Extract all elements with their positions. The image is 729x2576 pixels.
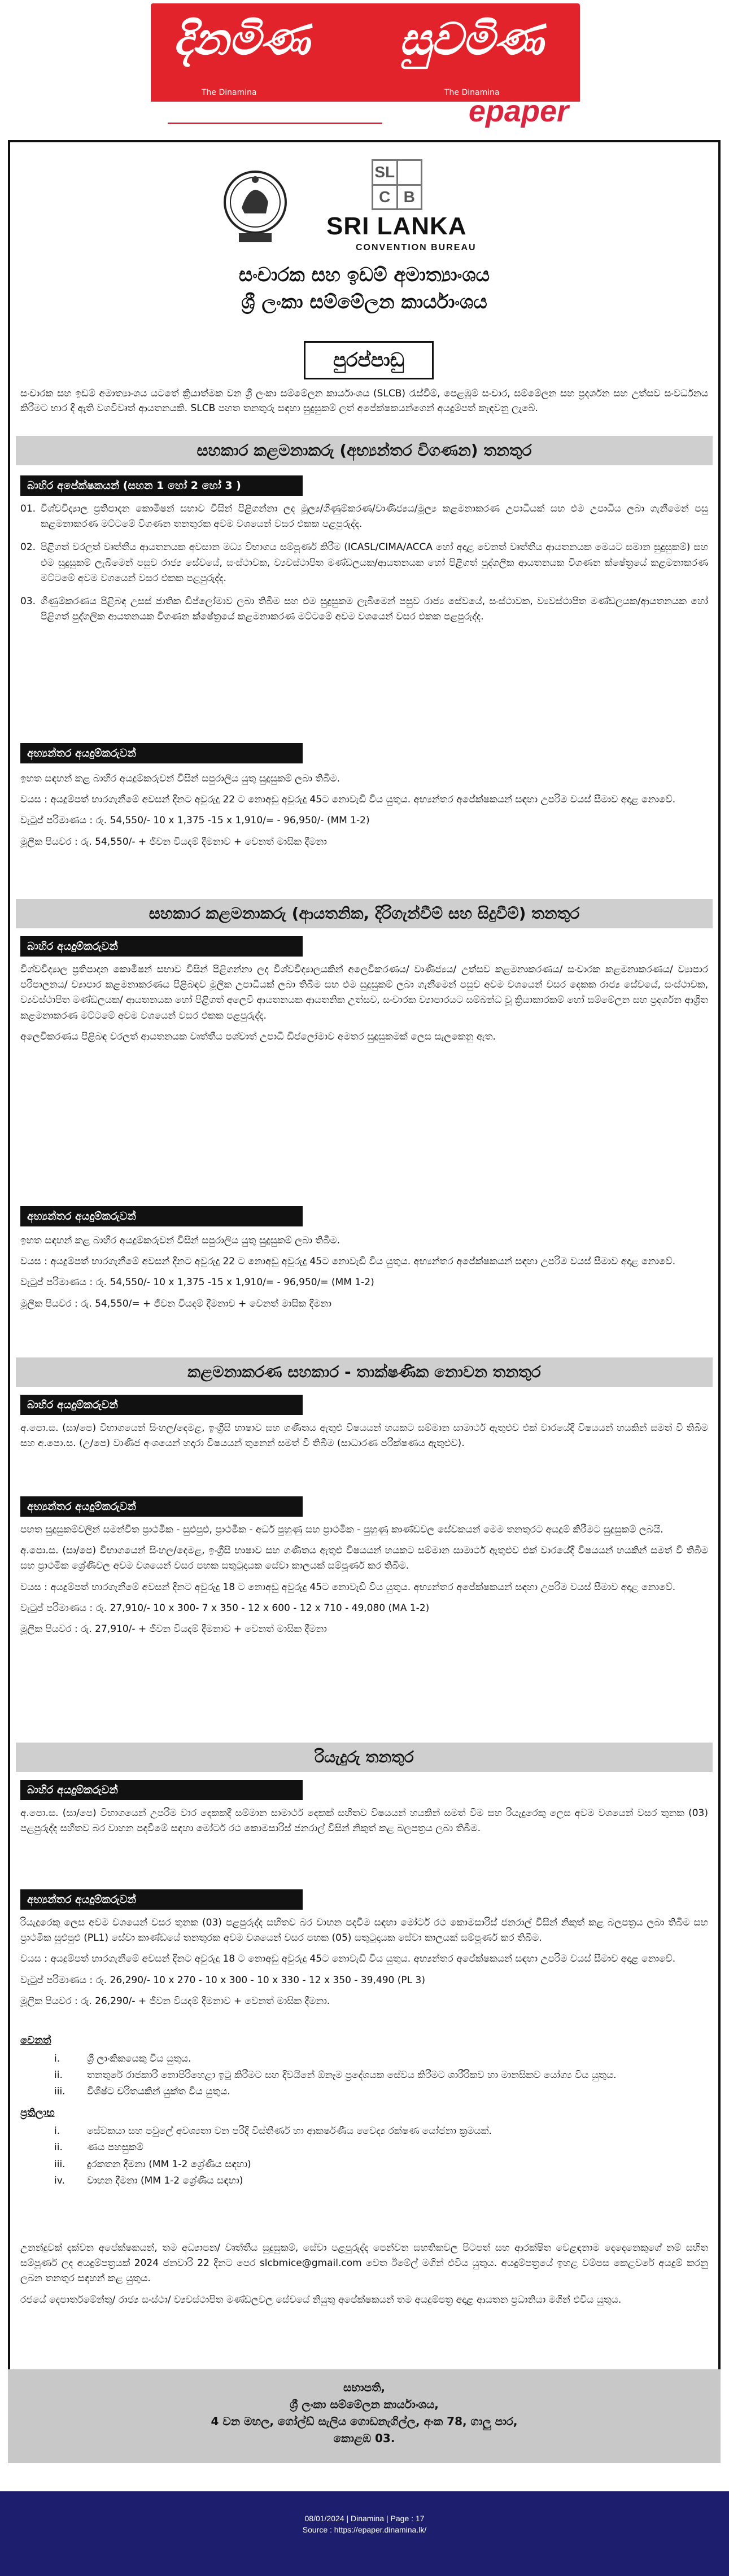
post3-external-requirement: අ.පො.ස. (සා/පෙ) විභාගයෙන් සිංහල/දෙමළ, ඉංග්‍රීසි භාෂාව සහ ගණිතය ඇතුළු විෂයයන් හයකට සම්මාන සාමාර්ථ ඇතුළුව එක් වාරයේදී විෂයයන් හයකින් සමත් වී තිබීම සහ අ.පො.ස. (උ/පෙ) වාණිජ අංශයෙන් හදාරා විෂයයන් තුනෙන් සමත් වී තිබීම (සාධාරණ පරීක්ෂණය ඇතුළුව). — [20, 1422, 708, 1449]
post1-banner: සහකාර කළමනාකරු (අභ්‍යන්තර විගණන) තනතුර — [16, 436, 713, 465]
masthead — [0, 0, 729, 136]
post3-external-block — [20, 1421, 708, 1457]
signatory-city: කොළඹ 03. — [333, 2431, 395, 2445]
slcb-letter: C — [373, 186, 396, 209]
list-item — [54, 2124, 708, 2139]
post3-banner: කළමනාකරණ සහකාර - තාක්ෂණික නොවන තනතුර — [16, 1357, 713, 1387]
other-heading: වෙනත් — [20, 2034, 51, 2046]
issue-info: 08/01/2024 | Dinamina | Page : 17 — [304, 2514, 425, 2523]
roman-numeral: iii. — [54, 2158, 66, 2170]
source-link[interactable]: Source : https://epaper.dinamina.lk/ — [302, 2525, 427, 2534]
post4-external-requirement: අ.පො.ස. (සා/පෙ) විභාගයෙන් උපරිම වාර දෙකකදී සම්මාන සාමාර්ථ දෙකක් සහිතව විෂයයන් හයකින් සමත් වීම සහ රියැදුරෙකු ලෙස අවම වශයෙන් වසර තුනක (03) පළපුරුද්ද සහිතව බර වාහන පදවීමේ සඳහා මෝටර් රථ කොමසාරිස් ජනරාල් විසින් නිකුත් කළ බලපත්‍රය ලබා තිබීම. — [20, 1807, 708, 1835]
post4-banner: රියැදුරු තනතුර — [16, 1743, 713, 1772]
epaper-underline — [168, 123, 382, 124]
initial-step: මූලික පියවර : රු. 26,290/- + ජීවන වියදම් දීමනාව + වෙනත් මාසික දීමනා. — [20, 1995, 330, 2007]
list-item — [54, 2051, 708, 2067]
slcb-name: SRI LANKA — [326, 212, 467, 240]
ad-header — [10, 142, 718, 329]
post2-external-heading: බාහිර අයදුම්කරුවන් — [20, 936, 303, 957]
post2-banner: සහකාර කළමනාකරු (ආයතනික, දිරිගැන්වීම් සහ සිදුවීම්) තනතුර — [16, 899, 713, 928]
post3-internal-heading: අභ්‍යන්තර අයදුම්කරුවන් — [20, 1496, 303, 1517]
post2-internal-heading: අභ්‍යන්තර අයදුම්කරුවන් — [20, 1206, 303, 1226]
post3-internal-eligibility: පහත සුදුසුකම්වලින් සමන්විත ප්‍රාථමික - සුළුපුළු, ප්‍රාථමික - අර්ධ පුහුණු සහ ප්‍රාථමික - පුහුණු කාණ්ඩවල සේවකයන් මෙම තනතුරට අයදුම් කිරීමට සුදුසුකම් ලබයි. — [20, 1524, 663, 1535]
vacancy-advertisement — [8, 140, 721, 2390]
internal-requirement: ඉහත සඳහන් කළ බාහිර අයදුම්කරුවන් විසින් සපුරාලිය යුතු සුදුසුකම් ලබා තිබීම. — [20, 773, 341, 784]
post3-internal-block — [20, 1522, 708, 1643]
other-conditions-list — [54, 2051, 708, 2100]
salary-scale: වැටුප් පරිමාණය : රු. 54,550/- 10 x 1,375 -15 x 1,910/= - 96,950/- (MM 1-2) — [20, 815, 370, 827]
vacancies-title: පුරප්පාඩු — [304, 341, 434, 379]
benefits-heading: ප්‍රතිලාභ — [20, 2107, 55, 2119]
list-item-text: වාහන දීමනා (MM 1-2 ශ්‍රේණිය සඳහා) — [87, 2175, 243, 2186]
list-item — [54, 2068, 708, 2083]
item-number: 03. — [20, 595, 36, 607]
signatory-title: සභාපති, — [343, 2381, 386, 2394]
post3-external-heading: බාහිර අයදුම්කරුවන් — [20, 1395, 303, 1415]
post4-external-heading: බාහිර අයදුම්කරුවන් — [20, 1780, 303, 1800]
slcb-letter — [398, 161, 421, 184]
post4-internal-requirement: රියැදුරෙකු ලෙස අවම වශයෙන් වසර තුනක (03) පළපුරුද්ද සහිතව බර වාහන පදවීම සඳහා මෝටර් රථ කොමසාරිස් ජනරාල් විසින් නිකුත් කළ බලපත්‍රය ලබා තිබීම සහ ප්‍රාථමික සුළුපුළු (PL1) සේවා කාණ්ඩයේ තනතුරක අවම වශයෙන් වසර පහක (05) සතුටුදායක සේවා කාලයක් සම්පූර්ණ කර තිබීම. — [20, 1917, 708, 1944]
list-item-text: ශ්‍රී ලාංකිකයෙකු විය යුතුය. — [87, 2053, 191, 2064]
salary-scale: වැටුප් පරිමාණය : රු. 27,910/- 10 x 300- 7 x 350 - 12 x 600 - 12 x 710 - 49,080 (MA 1-2) — [20, 1602, 430, 1614]
age-limit: වයස : අයදුම්පත් භාරගැනීමේ අවසන් දිනට අවුරුදු 18 ට නොඅඩු අවුරුදු 45ට නොවැඩි විය යුතුය. අභ්‍යන්තර අපේක්ෂකයන් සඳහා උපරිම වයස් සීමාව අදාළ නොවේ. — [20, 1953, 676, 1965]
slcb-tagline: CONVENTION BUREAU — [356, 243, 477, 252]
requirement-item — [20, 501, 708, 532]
post4-internal-heading: අභ්‍යන්තර අයදුම්කරුවන් — [20, 1889, 303, 1910]
bureau-title: ශ්‍රී ලංකා සම්මේලන කාර්යාංශය — [241, 291, 487, 313]
item-number: 01. — [20, 503, 36, 514]
item-number: 02. — [20, 542, 36, 553]
dinamina-logo[interactable] — [151, 3, 580, 131]
age-limit: වයස : අයදුම්පත් භාරගැනීමේ අවසන් දිනට අවුරුදු 22 ට නොඅඩු අවුරුදු 45ට නොවැඩි විය යුතුය. අභ්‍යන්තර අපේක්ෂකයන් සඳහා උපරිම වයස් සීමාව අදාළ නොවේ. — [20, 794, 676, 806]
requirement-item — [20, 594, 708, 625]
list-item — [54, 2173, 708, 2189]
post2-additional-qualification: අලෙවිකරණය පිළිබඳ වරලත් ආයතනයක වෘත්තීය පශ්චාත් උපාධි ඩිප්ලෝමාව අමතර සුදුසුකමක් ලෙස සැලකෙනු ඇත. — [20, 1031, 496, 1042]
how-to-apply: උනන්දුවක් දක්වන අපේක්ෂකයන්, තම අධ්‍යාපන/ වෘත්තීය සුදුසුකම්, සේවා පළපුරුද්ද පෙන්වන සහතිකවල පිටපත් සහ ආරක්ෂිත වෙළඳනාම දෙදෙනෙකුගේ නම් සහිත සම්පූර්ණ ලද අයදුම්පත්‍රයක් 2024 ජනවාරි 22 දිනට පෙර slcbmice@gmail.com වෙත ඊමේල් මගින් එවිය යුතුය. අයදුම්පත්‍රයේ ඉහළ වම්පස කෙළවරේ අයදුම් කරනු ලබන තනතුර සඳහන් කළ යුතුය. — [20, 2242, 708, 2285]
slcb-letter: B — [398, 186, 421, 209]
list-item — [54, 2084, 708, 2099]
slcb-logo-mark — [372, 159, 422, 210]
list-item-text: ණය පහසුකම් — [87, 2142, 143, 2154]
item-text: ගිණුම්කරණය පිළිබඳ උසස් ජාතික ඩිප්ලෝමාව ලබා තිබීම සහ එම සුදුසුකම ලැබීමෙන් පසුව රාජ්‍ය සේවයේ, සංස්ථාවක, ව්‍යවස්ථාපිත මණ්ඩලයක/ආයතනයක හෝ පිළිගත් පුද්ගලික ආයතනයක විගණන ක්ෂේත්‍රයේ කළමනාකරණ මට්ටමේ අවම වශයෙන් වසර එකක පළපුරුද්ද. — [41, 595, 708, 623]
logo-subtitle-right: The Dinamina — [444, 88, 500, 97]
post1-external-requirements — [20, 501, 708, 632]
signatory-office: ශ්‍රී ලංකා සම්මේලන කාර්යාංශය, — [290, 2398, 439, 2411]
list-item-text: දුරකතන දීමනා (MM 1-2 ශ්‍රේණිය සඳහා) — [87, 2158, 251, 2170]
post4-external-block — [20, 1806, 708, 1842]
age-limit: වයස : අයදුම්පත් භාරගැනීමේ අවසන් දිනට අවුරුදු 18 ට නොඅඩු අවුරුදු 45ට නොවැඩි විය යුතුය. අභ්‍යන්තර අපේක්ෂකයන් සඳහා උපරිම වයස් සීමාව අදාළ නොවේ. — [20, 1581, 676, 1593]
epaper-bar — [151, 94, 580, 131]
item-text: විශ්වවිද්‍යාල ප්‍රතිපාදන කොමිෂන් සභාව විසින් පිළිගන්නා ලද මූල්‍ය/ගිණුම්කරණ/වාණිජ්‍යය/මූල්‍ය කළමනාකරණ උපාධියක් සහ එම උපාධිය ලබා ගැනීමෙන් පසු කළමනාකරණ මට්ටමේ විගණන තනතුරක අවම වශයෙන් වසර එකක පළපුරුද්ද. — [41, 503, 708, 530]
sri-lanka-emblem-icon — [222, 163, 289, 247]
list-item — [54, 2157, 708, 2172]
post2-internal-block — [20, 1233, 708, 1317]
benefits-list — [54, 2124, 708, 2189]
roman-numeral: i. — [54, 2125, 60, 2137]
logo-subtitle-left: The Dinamina — [202, 88, 257, 97]
list-item-text: තනතුරේ රාජකාරි නොපිරිහෙළා ඉටු කිරීමට සහ දිවයිනේ ඕනෑම ප්‍රදේශයක සේවය කිරීමට ශාරීරිකව හා මානසිකව යෝග්‍ය විය යුතුය. — [87, 2069, 617, 2081]
signatory-address: 4 වන මහල, ගෝල්ඩ් සැලිය ගොඩනැගිල්ල, අංක 78, ගාලු පාර, — [211, 2415, 518, 2428]
list-item-text: සේවකයා සහ පවුලේ අවශ්‍යතා වන පරිදි විස්තීර්ණ හා ආකර්ෂණීය වෛද්‍ය රක්ෂණ යෝජනා ක්‍රමයක්. — [87, 2125, 492, 2137]
post1-external-heading: බාහිර අපේක්ෂකයන් (සහන 1 හෝ 2 හෝ 3 ) — [20, 475, 303, 496]
post1-internal-block — [20, 771, 708, 855]
government-employees-note: රජයේ දෙපාර්තමේන්තු/ රාජ්‍ය සංස්ථා/ ව්‍යවස්ථාපිත මණ්ඩලවල සේවයේ නියුතු අපේක්ෂකයන් තම අයදුම්පත්‍ර අදාළ ආයතන ප්‍රධානියා මගින් එවිය යුතුය. — [20, 2294, 622, 2306]
roman-numeral: ii. — [54, 2069, 63, 2081]
initial-step: මූලික පියවර : රු. 54,550/= + ජීවන වියදම් දීමනාව + වෙනත් මාසික දීමනා — [20, 1298, 331, 1309]
roman-numeral: i. — [54, 2053, 60, 2064]
logo-right-text: සුවමිණ — [399, 14, 544, 65]
epaper-wordmark: epaper — [468, 94, 569, 128]
post4-internal-block — [20, 1915, 708, 2015]
list-item-text: විශිෂ්ට චරිතයකින් යුක්ත විය යුතුය. — [87, 2086, 230, 2098]
roman-numeral: ii. — [54, 2142, 63, 2154]
post3-internal-requirement: අ.පො.ස. (සා/පෙ) විභාගයෙන් සිංහල/දෙමළ, ඉංග්‍රීසි භාෂාව සහ ගණිතය ඇතුළු විෂයයන් හයකට සම්මාන සාමාර්ථ ඇතුළුව එක් වාරයේදී විෂයයන් හයකින් සමත් වී තිබීම සහ ප්‍රාථමික ශ්‍රේණිවල අවම වශයෙන් වසර පහක සතුටුදායක සේවා කාලයක් සම්පූර්ණ කර තිබීම. — [20, 1545, 708, 1572]
logo-left-text: දිනමිණ — [173, 14, 310, 65]
signature-block — [8, 2369, 721, 2463]
source-footer — [0, 2491, 729, 2576]
post2-requirement: විශ්වවිද්‍යාල ප්‍රතිපාදන කොමිෂන් සභාව විසින් පිළිගන්නා ලද විශ්වවිද්‍යාලයකින් අලෙවිකරණය/ වාණිජ්‍යය/ උත්සව කළමනාකරණය/ සංචාරක කළමනාකරණය/ ව්‍යාපාර පරිපාලනය/ ව්‍යාපාර කළමනාකරණය පිළිබඳව මූලික උපාධියක් ලබා තිබීම සහ එම සුදුසුකම් ලබා ගැනීමෙන් පසුව අවම වශයෙන් වසර දෙකක රාජ්‍ය සේවයේ, සංස්ථාවක, ව්‍යවස්ථාපිත මණ්ඩලයක/ ආයතනයක හෝ පිළිගත් අලෙවි ආයතනයක ආයතනික උත්සව, සංචාරක ව්‍යාපාරයට සම්බන්ධ වූ ක්‍රියාකාරකම් හෝ සම්මේලන සහ ප්‍රදර්ශන ආශ්‍රිත කළමනාකරණ මට්ටමේ අවම වශයෙන් වසර එකක පළපුරුද්ද. — [20, 964, 708, 1021]
roman-numeral: iv. — [54, 2175, 65, 2186]
ministry-title: සංචාරක සහ ඉඩම් අමාත්‍යාංශය — [238, 264, 490, 286]
post2-external-block — [20, 962, 708, 1050]
item-text: පිළිගත් වරලත් වෘත්තීය ආයතනයක අවසාන මධ්‍ය විභාගය සම්පූර්ණ කිරීම (ICASL/CIMA/ACCA හෝ අදාළ වෙනත් වෘත්තීය ආයතනයක මෙයට සමාන සුදුසුකම්) සහ එම සුදුසුකම් ලැබීමෙන් පසුව රාජ්‍ය සේවයේ, සංස්ථාවක, ව්‍යවස්ථාපිත මණ්ඩලයක/ආයතනයක හෝ පිළිගත් පුද්ගලික ආයතනයක විගණන ක්ෂේත්‍රයේ කළමනාකරණ මට්ටමේ අවම වශයෙන් වසර එකක පළපුරුද්ද. — [41, 542, 708, 584]
list-item — [54, 2140, 708, 2155]
application-instructions — [20, 2241, 708, 2313]
general-conditions — [20, 2033, 708, 2194]
intro-paragraph: සංචාරක සහ ඉඩම් අමාත්‍යාංශය යටතේ ක්‍රියාත්මක වන ශ්‍රී ලංකා සම්මේලන කාර්යාංශය (SLCB) රැස්වීම්, පෙළඹුම් සංචාර, සම්මේලන සහ ප්‍රදර්ශන සහ උත්සව සංවර්ධනය කිරීමට භාර දී ඇති වගවිවෘත් ආයතනයකි. SLCB පහත තනතුරු සඳහා සුදුසුකම් ලත් අපේක්ෂකයන්ගෙන් අයදුම්පත් කැඳවනු ලැබේ. — [20, 388, 708, 414]
requirement-item — [20, 540, 708, 586]
post1-internal-heading: අභ්‍යන්තර අයදුම්කරුවන් — [20, 743, 303, 763]
salary-scale: වැටුප් පරිමාණය : රු. 54,550/- 10 x 1,375 -15 x 1,910/= - 96,950/= (MM 1-2) — [20, 1277, 374, 1289]
slcb-letter: SL — [373, 161, 396, 184]
age-limit: වයස : අයදුම්පත් භාරගැනීමේ අවසන් දිනට අවුරුදු 22 ට නොඅඩු අවුරුදු 45ට නොවැඩි විය යුතුය. අභ්‍යන්තර අපේක්ෂකයන් සඳහා උපරිම වයස් සීමාව අදාළ නොවේ. — [20, 1256, 676, 1268]
initial-step: මූලික පියවර : රු. 27,910/- + ජීවන වියදම් දීමනාව + වෙනත් මාසික දීමනා — [20, 1623, 327, 1635]
initial-step: මූලික පියවර : රු. 54,550/- + ජීවන වියදම් දීමනාව + වෙනත් මාසික දීමනා — [20, 836, 327, 848]
internal-requirement: ඉහත සඳහන් කළ බාහිර අයදුම්කරුවන් විසින් සපුරාලිය යුතු සුදුසුකම් ලබා තිබීම. — [20, 1235, 341, 1246]
salary-scale: වැටුප් පරිමාණය : රු. 26,290/- 10 x 270 - 10 x 300 - 10 x 330 - 12 x 350 - 39,490 (PL 3) — [20, 1974, 425, 1986]
roman-numeral: iii. — [54, 2086, 66, 2098]
